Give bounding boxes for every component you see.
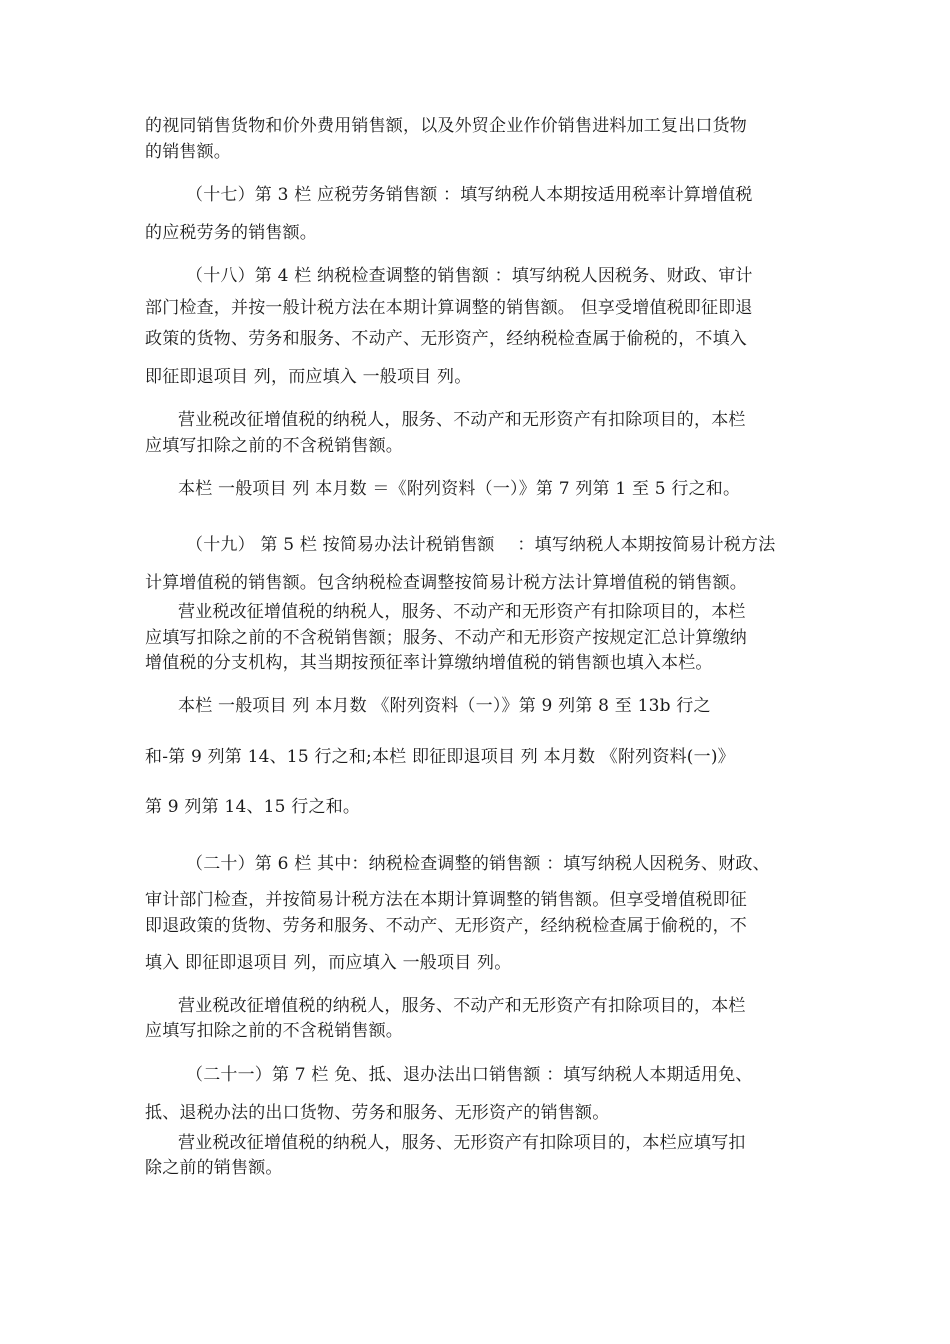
paragraph-line: （十七）第 3 栏 应税劳务销售额 ：填写纳税人本期按适用税率计算增值税 <box>186 185 753 205</box>
paragraph-line: 本栏 一般项目 列 本月数 《附列资料（一）》第 9 列第 8 至 13b 行之 <box>178 696 711 716</box>
paragraph-line: 第 9 列第 14、15 行之和。 <box>145 797 361 817</box>
paragraph-line: 增值税的分支机构，其当期按预征率计算缴纳增值税的销售额也填入本栏。 <box>145 653 713 673</box>
paragraph-line: 抵、退税办法的出口货物、劳务和服务、无形资产的销售额。 <box>145 1103 610 1123</box>
paragraph-line: 本栏 一般项目 列 本月数 ＝《附列资料（一）》第 7 列第 1 至 5 行之和。 <box>178 479 741 499</box>
paragraph-line: 审计部门检查，并按简易计税方法在本期计算调整的销售额。但享受增值税即征 <box>145 890 747 910</box>
paragraph-line: 应填写扣除之前的不含税销售额。 <box>145 1021 403 1041</box>
paragraph-line: 营业税改征增值税的纳税人，服务、无形资产有扣除项目的，本栏应填写扣 <box>178 1133 746 1153</box>
paragraph-line: （二十）第 6 栏 其中：纳税检查调整的销售额 ：填写纳税人因税务、财政、 <box>186 854 770 874</box>
paragraph-line: 的应税劳务的销售额。 <box>145 223 317 243</box>
paragraph-line: 填入 即征即退项目 列，而应填入 一般项目 列。 <box>145 953 512 973</box>
paragraph-line: 应填写扣除之前的不含税销售额。 <box>145 436 403 456</box>
paragraph-line: 政策的货物、劳务和服务、不动产、无形资产，经纳税检查属于偷税的，不填入 <box>145 329 747 349</box>
paragraph-line: 部门检查，并按一般计税方法在本期计算调整的销售额。 但享受增值税即征即退 <box>145 298 753 318</box>
paragraph-line: 和-第 9 列第 14、15 行之和;本栏 即征即退项目 列 本月数 《附列资料(一)》 <box>145 747 735 767</box>
paragraph-line: 即退政策的货物、劳务和服务、不动产、无形资产，经纳税检查属于偷税的，不 <box>145 916 747 936</box>
paragraph-line: 营业税改征增值税的纳税人，服务、不动产和无形资产有扣除项目的，本栏 <box>178 996 746 1016</box>
paragraph-line: （十八）第 4 栏 纳税检查调整的销售额 ：填写纳税人因税务、财政、审计 <box>186 266 753 286</box>
paragraph-line: 营业税改征增值税的纳税人，服务、不动产和无形资产有扣除项目的，本栏 <box>178 410 746 430</box>
paragraph-line: 除之前的销售额。 <box>145 1158 283 1178</box>
paragraph-line: 的视同销售货物和价外费用销售额，以及外贸企业作价销售进料加工复出口货物 <box>145 116 747 136</box>
paragraph-line: （二十一）第 7 栏 免、抵、退办法出口销售额 ：填写纳税人本期适用免、 <box>186 1065 753 1085</box>
paragraph-line: 的销售额。 <box>145 142 231 162</box>
paragraph-line: （十九） 第 5 栏 按简易办法计税销售额 ：填写纳税人本期按简易计税方法 <box>186 535 776 555</box>
paragraph-line: 应填写扣除之前的不含税销售额；服务、不动产和无形资产按规定汇总计算缴纳 <box>145 628 747 648</box>
paragraph-line: 即征即退项目 列，而应填入 一般项目 列。 <box>145 367 472 387</box>
paragraph-line: 营业税改征增值税的纳税人，服务、不动产和无形资产有扣除项目的，本栏 <box>178 602 746 622</box>
paragraph-line: 计算增值税的销售额。包含纳税检查调整按简易计税方法计算增值税的销售额。 <box>145 573 747 593</box>
